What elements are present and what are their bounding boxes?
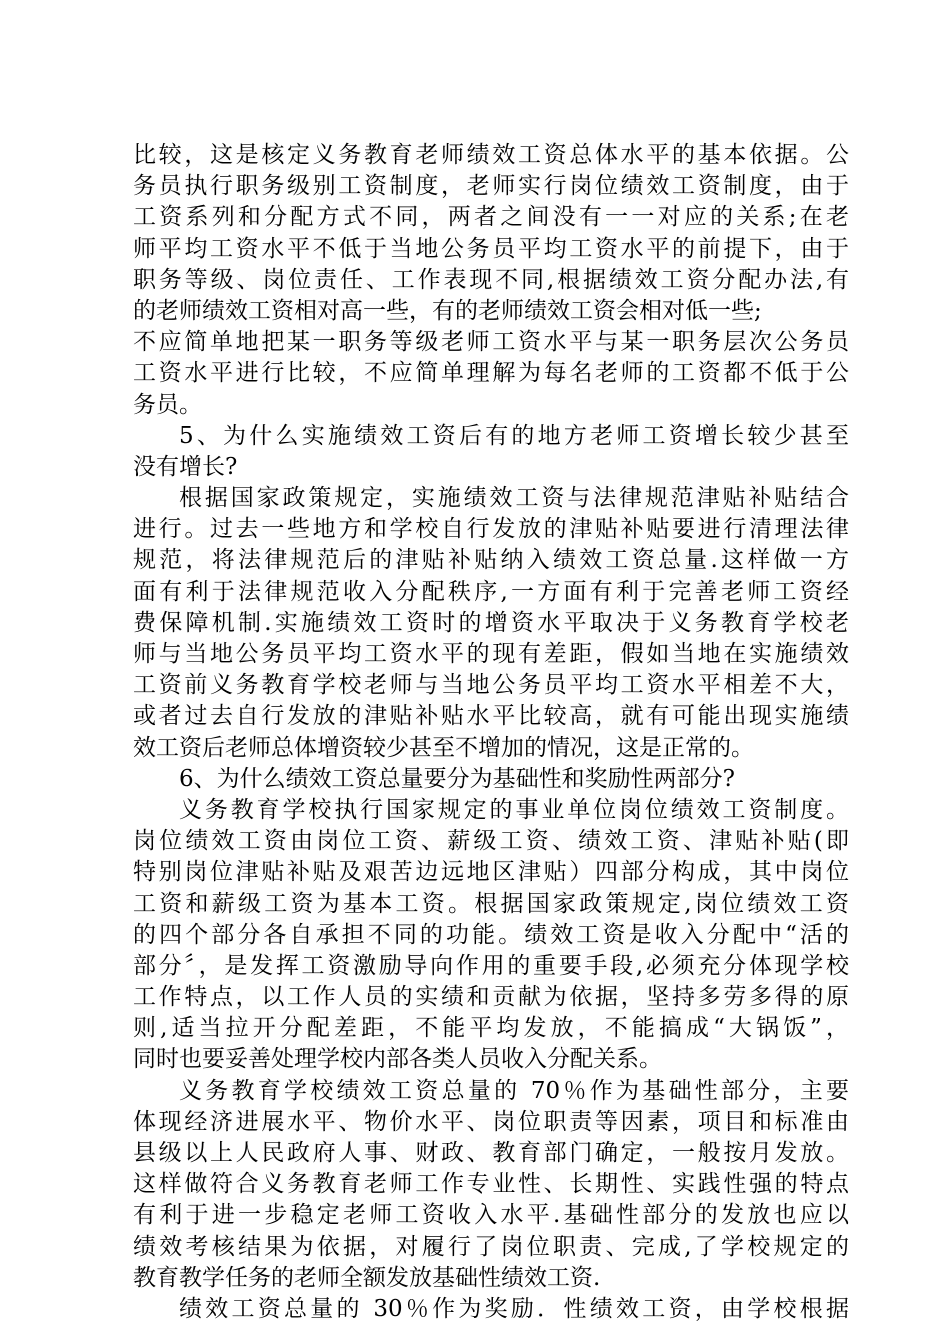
paragraph [133, 1294, 849, 1325]
text-line: 费保障机制.实施绩效工资时的增资水平取决于义务教育学校老 [133, 609, 849, 636]
text-line: 工作特点，以工作人员的实绩和贡献为依据，坚持多劳多得的原 [133, 984, 849, 1011]
text-line: 效工资后老师总体增资较少甚至不增加的情况，这是正常的。 [133, 734, 754, 761]
text-line: 工资和薪级工资为基本工资。根据国家政策规定,岗位绩效工资 [133, 890, 849, 917]
text-line: 工资系列和分配方式不同，两者之间没有一一对应的关系;在老 [133, 204, 849, 231]
text-line: 同时也要妥善处理学校内部各类人员收入分配关系。 [133, 1046, 662, 1073]
text-line: 教育教学任务的老师全额发放基础性绩效工资. [133, 1264, 601, 1291]
text-line: 6、为什么绩效工资总量要分为基础性和奖励性两部分? [179, 765, 735, 792]
text-line: 5、为什么实施绩效工资后有的地方老师工资增长较少甚至 [179, 422, 849, 449]
paragraph [133, 795, 849, 1076]
text-line: 进行。过去一些地方和学校自行发放的津贴补贴要进行清理法律 [133, 516, 849, 543]
text-line: 规范，将法律规范后的津贴补贴纳入绩效工资总量.这样做一方 [133, 547, 849, 574]
text-line: 有利于进一步稳定老师工资收入水平.基础性部分的发放也应以 [133, 1202, 849, 1229]
text-line: 的老师绩效工资相对高一些，有的老师绩效工资会相对低一些; [133, 297, 762, 324]
text-line: 义务教育学校绩效工资总量的 70％作为基础性部分，主要 [179, 1077, 849, 1104]
text-line: 这样做符合义务教育老师工作专业性、长期性、实践性强的特点 [133, 1171, 849, 1198]
text-line: 绩效工资总量的 30％作为奖励．性绩效工资，由学校根据 [179, 1295, 849, 1322]
paragraph [133, 1076, 849, 1294]
text-line: 工资水平进行比较，不应简单理解为每名老师的工资都不低于公 [133, 360, 849, 387]
text-line: 不应简单地把某一职务等级老师工资水平与某一职务层次公务员 [133, 329, 849, 356]
text-line: 岗位绩效工资由岗位工资、薪级工资、绩效工资、津贴补贴(即 [133, 828, 849, 855]
text-line: 部分〞，是发挥工资激励导向作用的重要手段,必须充分体现学校 [133, 952, 849, 979]
text-line: 务员执行职务级别工资制度，老师实行岗位绩效工资制度，由于 [133, 173, 849, 200]
text-line: 务员。 [133, 391, 202, 418]
text-line: 则,适当拉开分配差距，不能平均发放，不能搞成“大锅饭”， [133, 1015, 849, 1042]
text-line: 根据国家政策规定，实施绩效工资与法律规范津贴补贴结合 [179, 485, 849, 512]
text-line: 师平均工资水平不低于当地公务员平均工资水平的前提下，由于 [133, 235, 849, 262]
text-line: 比较，这是核定义务教育老师绩效工资总体水平的基本依据。公 [133, 142, 849, 168]
paragraph [133, 140, 849, 421]
text-line: 面有利于法律规范收入分配秩序,一方面有利于完善老师工资经 [133, 578, 849, 605]
text-line: 县级以上人民政府人事、财政、教育部门确定，一般按月发放。 [133, 1140, 849, 1166]
text-line: 义务教育学校执行国家规定的事业单位岗位绩效工资制度。 [179, 796, 849, 823]
text-line: 工资前义务教育学校老师与当地公务员平均工资水平相差不大， [133, 672, 849, 699]
document-body [133, 140, 849, 1325]
paragraph [133, 483, 849, 764]
text-line: 或者过去自行发放的津贴补贴水平比较高，就有可能出现实施绩 [133, 703, 849, 730]
text-line: 师与当地公务员平均工资水平的现有差距，假如当地在实施绩效 [133, 641, 849, 667]
text-line: 绩效考核结果为依据，对履行了岗位职责、完成,了学校规定的 [133, 1233, 849, 1260]
text-line: 的四个部分各自承担不同的功能。绩效工资是收入分配中“活的 [133, 921, 849, 948]
text-line: 没有增长? [133, 453, 238, 480]
question-heading [133, 764, 849, 795]
text-line: 职务等级、岗位责任、工作表现不同,根据绩效工资分配办法,有 [133, 266, 849, 293]
text-line: 体现经济进展水平、物价水平、岗位职责等因素，项目和标准由 [133, 1108, 849, 1135]
question-heading [133, 421, 849, 483]
text-line: 特别岗位津贴补贴及艰苦边远地区津贴）四部分构成，其中岗位 [133, 859, 849, 886]
